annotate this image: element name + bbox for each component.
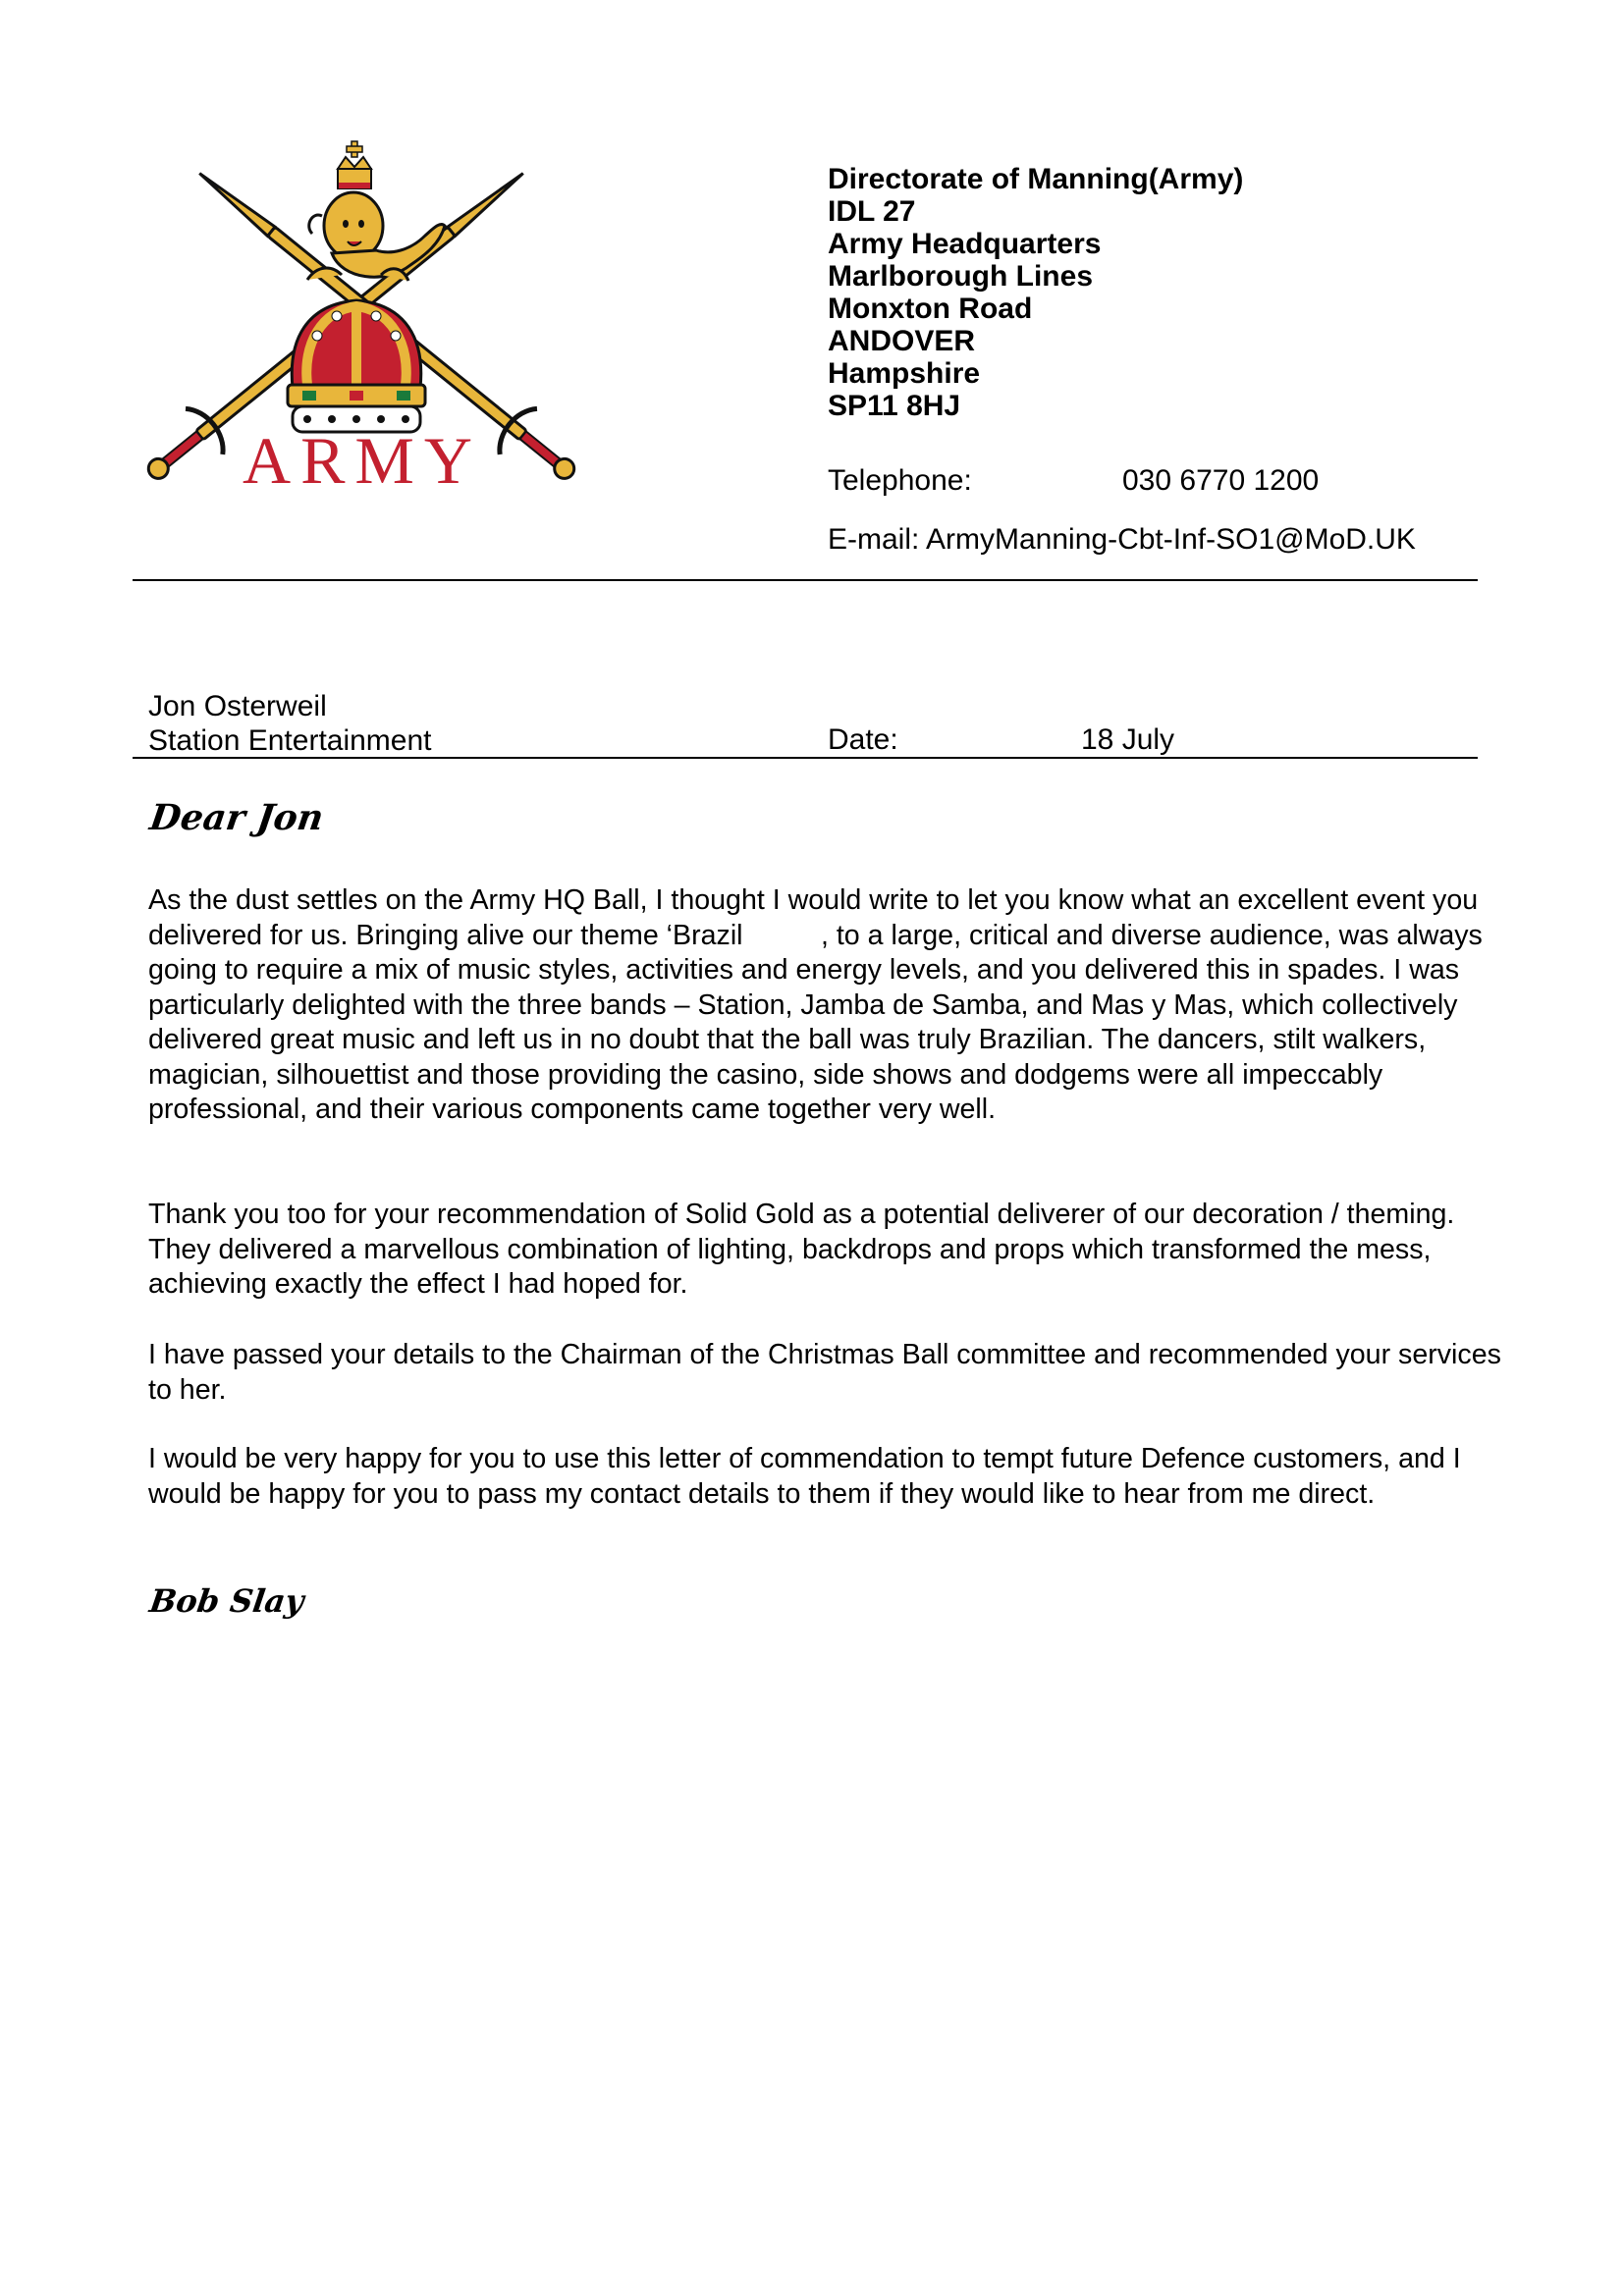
salutation: Dear Jon	[147, 797, 327, 838]
letter-paragraph: Thank you too for your recommendation of Solid Gold as a potential deliverer of our decoration / theming. They delivered a marvellous combination of lighting, backdrops and props which transformed the mess, achieving exactly the effect I had hoped for.	[148, 1199, 1455, 1300]
address-line: Directorate of Manning(Army)	[828, 163, 1244, 195]
date-row	[828, 723, 1175, 757]
address-line: Monxton Road	[828, 293, 1033, 325]
header-divider	[133, 579, 1478, 581]
sender-address	[828, 163, 1243, 422]
crown-icon	[288, 300, 425, 432]
signature: Bob Slay	[147, 1582, 306, 1620]
lion-icon	[307, 192, 445, 281]
date-label: Date:	[828, 723, 898, 756]
recipient-name: Jon Osterweil	[148, 690, 327, 722]
email-address: E-mail: ArmyManning-Cbt-Inf-SO1@MoD.UK	[828, 523, 1416, 556]
recipient-divider	[133, 757, 1478, 759]
recipient-block	[148, 689, 432, 758]
letter-paragraph: As the dust settles on the Army HQ Ball, I thought I would write to let you know what an excellent event you delivered for us. Bringing alive our theme ‘Brazil , to a large, critical and diverse audience, was always going to require a mix of music styles, activities and energy levels, and you delivered this in spades. I was particularly delighted with the three bands – Station, Jamba de Samba, and Mas y Mas, which collectively delivered great music and left us in no doubt that the ball was truly Brazilian. The dancers, stilt walkers, magician, silhouettist and those providing the casino, side shows and dodgems were all impeccably professional, and their various components came together very well.	[148, 884, 1483, 1125]
address-line: Marlborough Lines	[828, 260, 1093, 293]
date-value: 18 July	[1081, 723, 1175, 756]
telephone-label: Telephone:	[828, 464, 972, 497]
telephone-number: 030 6770 1200	[1122, 464, 1320, 497]
address-line: Hampshire	[828, 357, 981, 390]
letter-paragraph: I would be very happy for you to use this letter of commendation to tempt future Defence customers, and I would be happy for you to pass my contact details to them if they would like to hear from me direct.	[148, 1443, 1461, 1510]
telephone-row	[828, 464, 1320, 498]
letter-paragraph: I have passed your details to the Chairman of the Christmas Ball committee and recommended your services to her.	[148, 1339, 1501, 1406]
army-wordmark: ARMY	[242, 423, 483, 498]
recipient-company: Station Entertainment	[148, 724, 432, 757]
address-line: IDL 27	[828, 195, 916, 228]
address-line: Army Headquarters	[828, 228, 1102, 260]
address-line: SP11 8HJ	[828, 390, 961, 422]
address-line: ANDOVER	[828, 325, 976, 357]
lion-crown-icon	[338, 141, 371, 188]
army-logo	[145, 128, 577, 498]
